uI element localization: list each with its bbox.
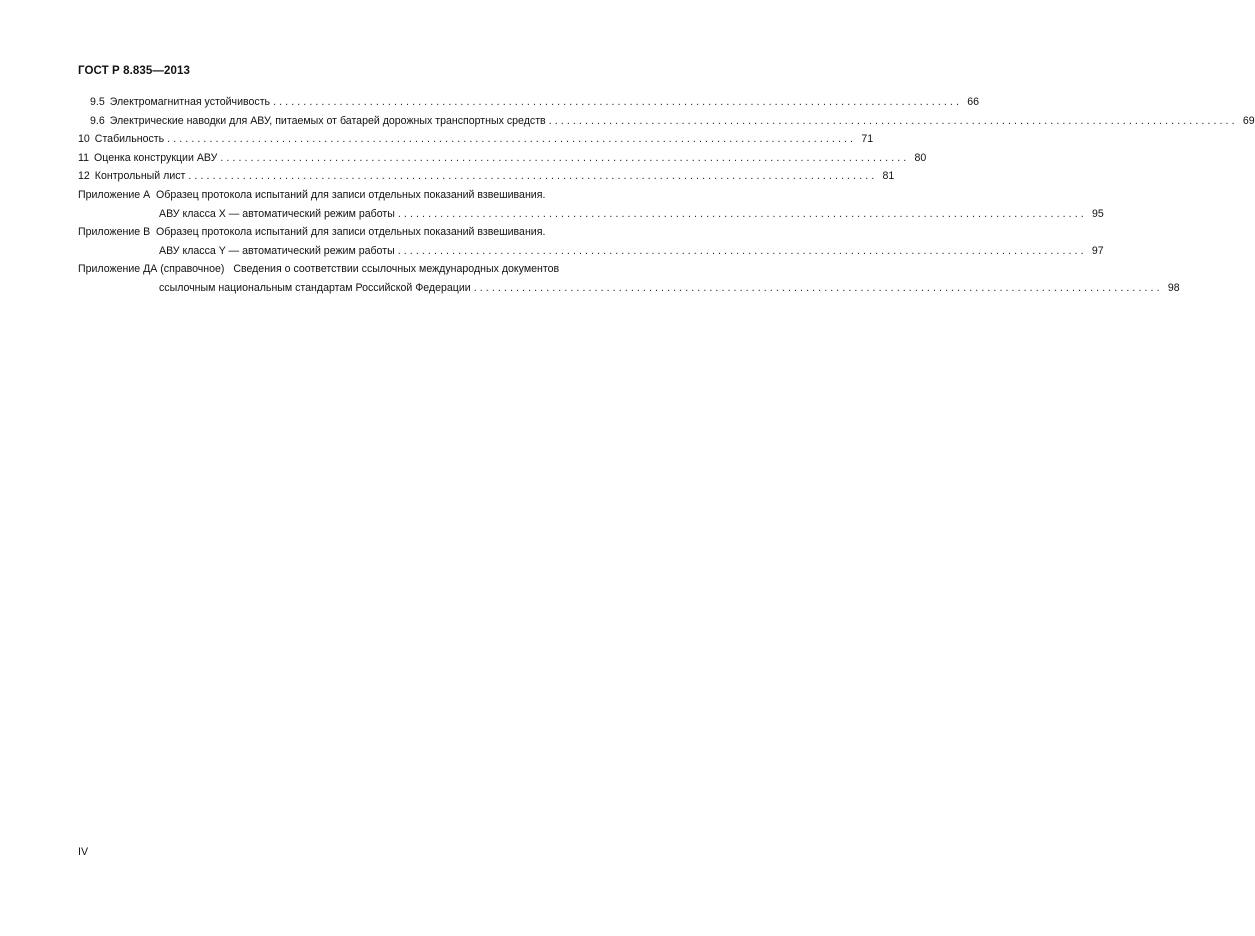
toc-entry[interactable] [78,167,895,186]
toc-entry-number: 9.6 [90,114,105,127]
toc-entry-page: 69 [1242,114,1255,127]
toc-entry-number: 10 [78,133,90,146]
appendix-title-line2: ссылочным национальным стандартам Российской Федерации [159,281,471,294]
appendix-title-line2: АВУ класса X — автоматический режим работы [159,207,395,220]
toc-entry-page: 95 [1092,207,1104,220]
toc-appendix-heading[interactable] [78,186,615,205]
toc-entry-title: Электрические наводки для АВУ, питаемых от батарей дорожных транспортных средств [109,114,546,127]
dot-leader: .................................................................................................................. [273,96,963,108]
dot-leader: .................................................................................................................. [220,151,910,164]
page-number-footer: IV [78,846,89,858]
dot-leader: .................................................................................................................. [188,170,878,183]
appendix-title-line1: Сведения о соответствии ссылочных международных документов [233,263,560,276]
appendix-title-line1: Образец протокола испытаний для записи отдельных показаний взвешивания. [156,226,546,239]
toc-appendix-heading[interactable] [78,260,615,279]
toc-entry-page: 71 [861,133,874,146]
toc-entry-title: Оценка конструкции АВУ [94,151,218,164]
toc-entry[interactable] [78,149,927,168]
table-of-contents [78,93,1255,298]
appendix-label: Приложение А [78,188,151,201]
toc-entry-page: 80 [914,151,927,164]
dot-leader: .................................................................................................................. [397,244,1087,257]
toc-entry-number: 9.5 [90,96,105,108]
toc-appendix-continuation[interactable] [78,205,1104,224]
toc-entry-page: 98 [1167,281,1180,294]
toc-appendix-continuation[interactable] [78,279,1180,298]
toc-appendix-continuation[interactable] [78,242,1104,261]
appendix-label: Приложение ДА (справочное) [78,263,225,276]
toc-entry-number: 12 [78,170,90,183]
toc-entry-page: 66 [967,96,980,108]
toc-appendix-heading[interactable] [78,223,615,242]
toc-entry[interactable] [78,130,874,149]
toc-entry-page: 81 [882,170,895,183]
toc-entry-title: Стабильность [94,133,165,146]
toc-entry-page: 97 [1091,244,1104,257]
dot-leader: .................................................................................................................. [397,207,1087,220]
appendix-title-line2: АВУ класса Y — автоматический режим работы [159,244,395,257]
dot-leader: .................................................................................................................. [548,114,1238,127]
toc-entry-number: 11 [78,151,89,164]
document-code-header: ГОСТ Р 8.835—2013 [78,65,190,77]
appendix-title-line1: Образец протокола испытаний для записи отдельных показаний взвешивания. [156,188,546,201]
toc-entry[interactable] [78,93,980,112]
dot-leader: .................................................................................................................. [473,281,1163,294]
toc-entry[interactable] [78,112,1255,131]
dot-leader: .................................................................................................................. [167,133,857,146]
toc-entry-title: Электромагнитная устойчивость [109,96,271,108]
appendix-label: Приложение В [78,226,151,239]
toc-entry-title: Контрольный лист [94,170,186,183]
